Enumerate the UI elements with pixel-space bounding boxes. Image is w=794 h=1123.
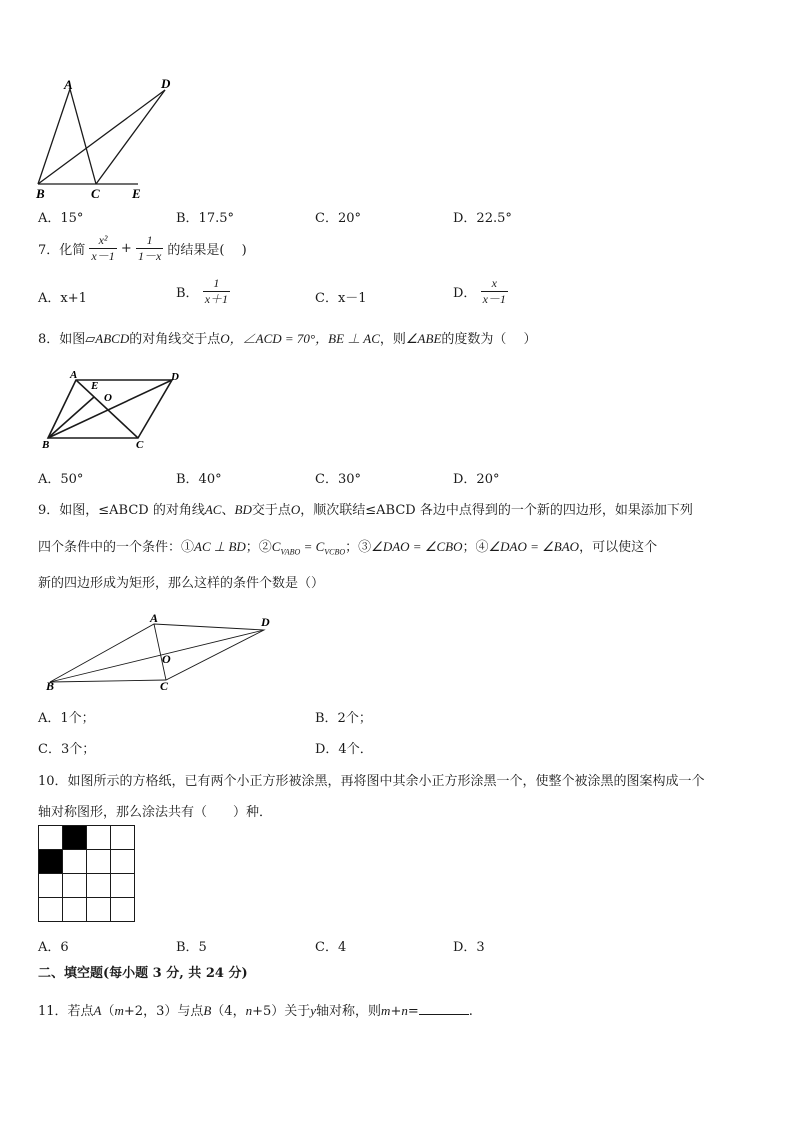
- q11-point-b: B: [203, 1003, 212, 1018]
- q10-option-b: B．5: [176, 940, 207, 955]
- q7-option-b: [176, 276, 230, 307]
- q6-option-d: D．22.5°: [453, 211, 512, 226]
- q8-stem: [38, 328, 537, 347]
- q11-end: .: [468, 1004, 473, 1019]
- q11-p5: +5）关于: [252, 1004, 311, 1019]
- q7-stem: [38, 233, 247, 264]
- q8-option-b: B．40°: [176, 472, 222, 487]
- grid-cell: [111, 898, 135, 922]
- grid-cell: [87, 826, 111, 850]
- q7-option-d-fraction: [481, 276, 508, 307]
- label-b: B: [46, 679, 55, 693]
- q9-c-abo: C: [271, 539, 281, 554]
- q9-condition-3: ∠DAO = ∠CBO: [371, 539, 463, 554]
- grid-cell: [111, 874, 135, 898]
- q7-option-b-denominator: x＋1: [204, 292, 229, 306]
- q6-figure: [30, 72, 180, 204]
- label-c: C: [91, 186, 100, 201]
- q11-p7: +: [390, 1004, 402, 1019]
- q9-c-abo-sub: VABO: [280, 547, 301, 557]
- q11-m2: m: [381, 1003, 391, 1018]
- q11-n2: n: [401, 1003, 408, 1018]
- q8-figure: [36, 366, 186, 450]
- q9-c-cbo-sub: VCBO: [324, 547, 346, 557]
- grid-cell: [39, 826, 63, 850]
- q7-plus: +: [120, 241, 132, 256]
- q7-number: 7．化简: [38, 243, 86, 258]
- q11-p6: 轴对称，则: [316, 1004, 382, 1019]
- q7-option-d-prefix: D．: [453, 286, 477, 301]
- q8-option-c: C．30°: [315, 472, 361, 487]
- q6-option-c: C．20°: [315, 211, 361, 226]
- q9-option-d: D．4个．: [315, 742, 373, 757]
- label-a: A: [70, 369, 78, 381]
- q7-frac1-numerator: x²: [89, 233, 116, 249]
- q11-p8: =: [407, 1004, 419, 1019]
- q7-frac1-denominator: x－1: [91, 249, 115, 263]
- q9-option-b: B．2个；: [315, 711, 372, 726]
- label-b: B: [42, 439, 50, 450]
- q11-point-a: A: [93, 1003, 102, 1018]
- grid-cell-black: [39, 850, 63, 874]
- q7-option-d-numerator: x: [481, 276, 508, 292]
- q10-option-d: D．3: [453, 940, 485, 955]
- q9-condition-1: AC ⊥ BD: [194, 539, 246, 554]
- grid-cell: [39, 898, 63, 922]
- q8-text-mid3: ，则: [379, 332, 406, 347]
- q9-line2-c: ；③: [345, 540, 372, 555]
- q9-line2-a: 四个条件中的一个条件：①: [38, 540, 195, 555]
- q7-option-b-fraction: [203, 276, 230, 307]
- grid-cell: [111, 850, 135, 874]
- q8-be-perp-ac: BE ⊥ AC: [328, 331, 380, 346]
- grid-cell: [63, 850, 87, 874]
- q8-text-suffix: 的度数为（ ）: [441, 332, 537, 347]
- q8-o: O: [220, 331, 230, 346]
- q7-fraction-2: [136, 233, 163, 264]
- q8-text-prefix: 8．如图▱: [38, 332, 96, 347]
- q7-frac2-denominator: 1－x: [137, 249, 162, 263]
- q11-p3: +2，3）与点: [123, 1004, 204, 1019]
- q8-angle-acd: ，∠ACD = 70°，: [229, 331, 329, 346]
- q10-line-1: 10．如图所示的方格纸，已有两个小正方形被涂黑，再将图中其余小正方形涂黑一个，使整个被涂黑的图案构成一个: [38, 774, 705, 789]
- q11-p2: （: [101, 1004, 115, 1019]
- q8-option-d: D．20°: [453, 472, 500, 487]
- grid-cell: [39, 874, 63, 898]
- q7-option-b-numerator: 1: [203, 276, 230, 292]
- q8-option-a: A．50°: [38, 472, 84, 487]
- grid-cell: [63, 898, 87, 922]
- grid-cell: [111, 826, 135, 850]
- label-o: O: [162, 652, 171, 666]
- q9-line1-d: ，顺次联结≤ABCD 各边中点得到的一个新的四边形，如果添加下列: [300, 503, 693, 518]
- q7-option-d-denominator: x－1: [482, 292, 506, 306]
- section-title: 二、填空题(每小题 3 分, 共 24 分): [38, 966, 248, 981]
- q9-equals: =: [300, 539, 316, 554]
- q9-line1-a: 9．如图，≤ABCD 的对角线: [38, 503, 205, 518]
- answer-blank[interactable]: [419, 1002, 469, 1015]
- q9-ac: AC: [204, 502, 222, 517]
- grid-cell: [87, 898, 111, 922]
- q11-y: y: [310, 1003, 317, 1018]
- q6-option-a: A．15°: [38, 211, 84, 226]
- q7-option-d: [453, 276, 508, 307]
- q9-line2-e: ，可以使这个: [579, 540, 658, 555]
- label-c: C: [160, 679, 169, 693]
- label-d: D: [261, 615, 270, 629]
- label-e: E: [91, 380, 99, 392]
- q9-option-a: A．1个；: [38, 711, 95, 726]
- q11-p4: （4，: [211, 1004, 246, 1019]
- q11-m: m: [114, 1003, 124, 1018]
- q9-bd: BD: [234, 502, 252, 517]
- label-d: D: [171, 371, 179, 383]
- q11-p1: 11．若点: [38, 1004, 94, 1019]
- q11-stem: [38, 1000, 473, 1019]
- q6-option-b: B．17.5°: [176, 211, 234, 226]
- q9-figure: [40, 608, 280, 694]
- label-a: A: [150, 611, 159, 625]
- q7-option-c: C．x－1: [315, 291, 367, 306]
- label-c: C: [136, 439, 144, 450]
- q9-line-3: 新的四边形成为矩形，那么这样的条件个数是（）: [38, 576, 325, 591]
- q8-angle-abe: ∠ABE: [405, 331, 442, 346]
- q11-n: n: [245, 1003, 253, 1018]
- q8-abcd: ABCD: [95, 331, 130, 346]
- q7-suffix: 的结果是( ): [167, 243, 247, 258]
- q9-condition-4: ∠DAO = ∠BAO: [488, 539, 580, 554]
- q9-o: O: [290, 502, 301, 517]
- q10-option-a: A．6: [38, 940, 69, 955]
- q9-c-cbo: C: [315, 539, 325, 554]
- q10-option-c: C．4: [315, 940, 347, 955]
- q7-option-a: A．x+1: [38, 291, 87, 306]
- q7-fraction-1: [89, 233, 116, 264]
- q10-line-2: 轴对称图形，那么涂法共有（ ）种．: [38, 805, 273, 820]
- q9-line2-b: ；②: [245, 540, 272, 555]
- q9-line1-c: 交于点: [251, 503, 291, 518]
- q9-option-c: C．3个；: [38, 742, 96, 757]
- label-b: B: [36, 186, 45, 201]
- label-e: E: [132, 186, 141, 201]
- q10-grid: [38, 825, 135, 922]
- q8-text-mid1: 的对角线交于点: [129, 332, 221, 347]
- label-o: O: [104, 392, 112, 404]
- q9-line-2: [38, 536, 657, 557]
- q9-line1-b: 、: [221, 503, 235, 518]
- grid-cell: [87, 874, 111, 898]
- q7-frac2-numerator: 1: [136, 233, 163, 249]
- grid-cell: [87, 850, 111, 874]
- label-d: D: [161, 76, 171, 91]
- grid-cell-black: [63, 826, 87, 850]
- grid-cell: [63, 874, 87, 898]
- q9-line2-d: ；④: [462, 540, 489, 555]
- q9-line-1: [38, 499, 693, 518]
- q7-option-b-prefix: B．: [176, 286, 199, 301]
- label-a: A: [64, 77, 73, 92]
